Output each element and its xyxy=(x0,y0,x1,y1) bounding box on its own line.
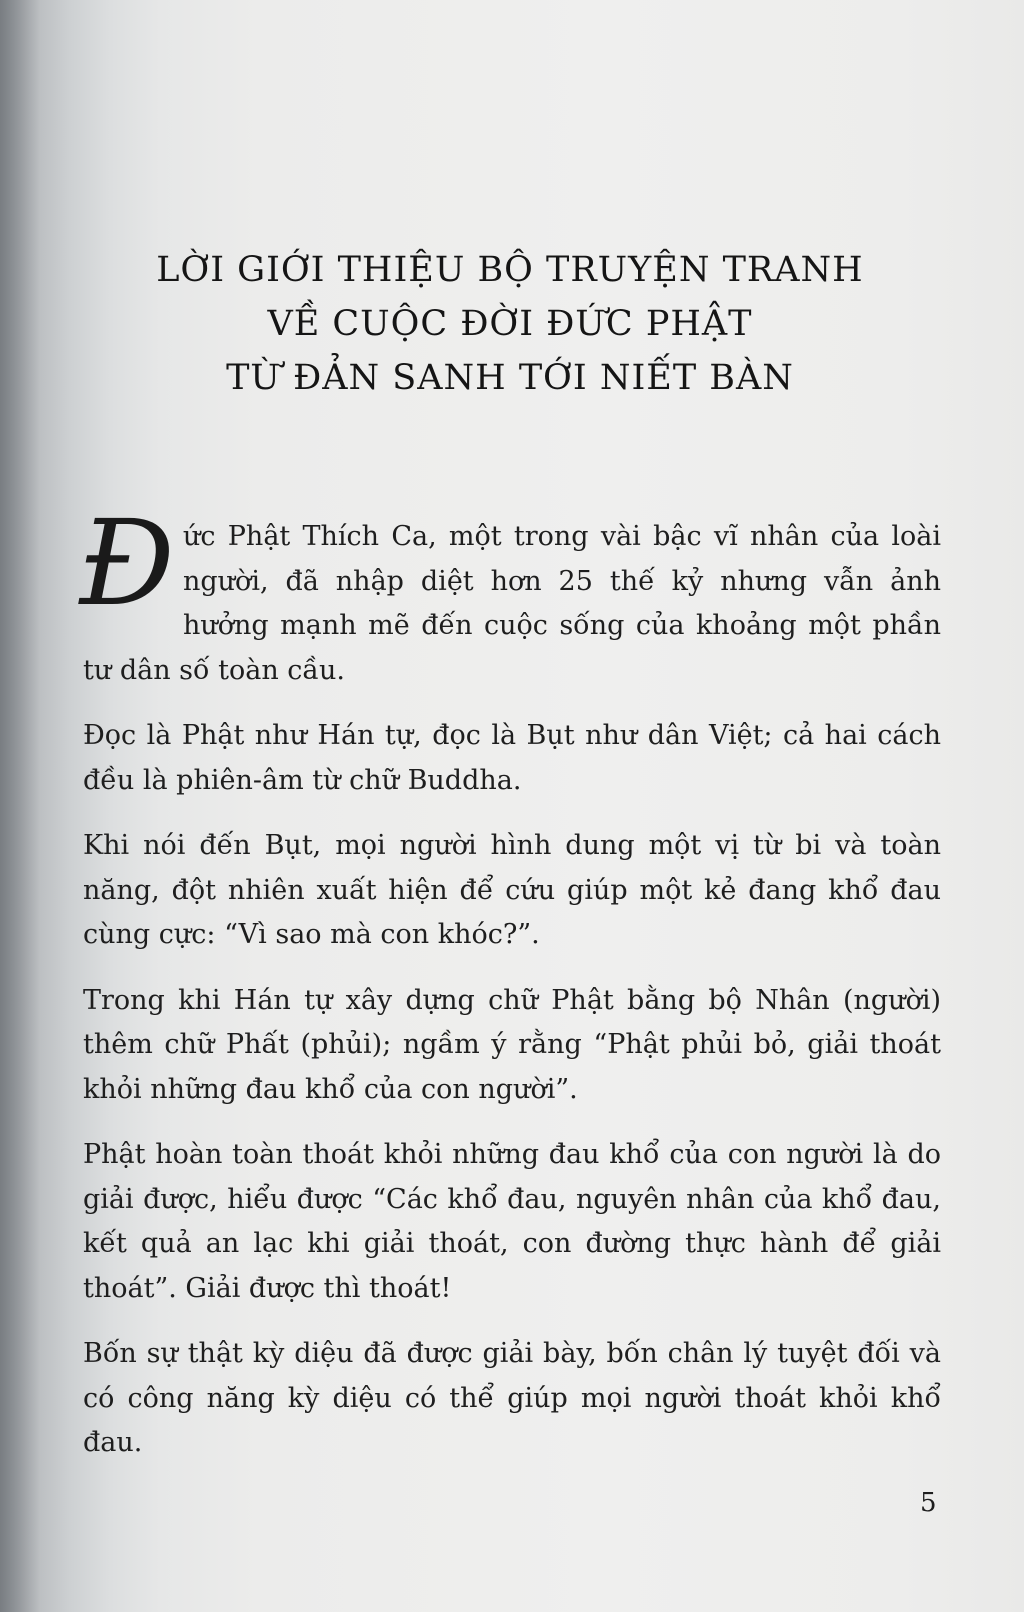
paragraph-3: Khi nói đến Bụt, mọi người hình dung một vị từ bi và toàn năng, đột nhiên xuất hiện để cứu giúp một kẻ đang khổ đau cùng cực: “Vì sao mà con khóc?”. xyxy=(83,830,941,950)
title-line-1: LỜI GIỚI THIỆU BỘ TRUYỆN TRANH xyxy=(156,250,864,290)
body-text xyxy=(79,494,941,1487)
title-line-3: TỪ ĐẢN SANH TỚI NIẾT BÀN xyxy=(226,358,794,398)
paragraph-1-text: ức Phật Thích Ca, một trong vài bậc vĩ nhân của loài người, đã nhập diệt hơn 25 thế kỷ nhưng vẫn ảnh hưởng mạnh mẽ đến cuộc sống của khoảng một phần tư dân số toàn cầu. xyxy=(83,521,941,686)
drop-cap: Đ xyxy=(79,494,175,632)
title-line-2: VỀ CUỘC ĐỜI ĐỨC PHẬT xyxy=(267,304,753,344)
page-title xyxy=(60,243,960,405)
paragraph-5: Phật hoàn toàn thoát khỏi những đau khổ của con người là do giải được, hiểu được “Các khổ đau, nguyên nhân của khổ đau, kết quả an lạc khi giải thoát, con đường thực hành để giải thoát”. Giải được thì thoát! xyxy=(83,1139,941,1304)
spine-shadow xyxy=(0,0,40,1612)
paragraph-4: Trong khi Hán tự xây dựng chữ Phật bằng bộ Nhân (người) thêm chữ Phất (phủi); ngầm ý rằng “Phật phủi bỏ, giải thoát khỏi những đau khổ của con người”. xyxy=(83,984,941,1105)
paragraph-1 xyxy=(79,494,941,693)
paragraph-6: Bốn sự thật kỳ diệu đã được giải bày, bốn chân lý tuyệt đối và có công năng kỳ diệu có thể giúp mọi người thoát khỏi khổ đau. xyxy=(83,1338,941,1458)
paragraph-2: Đọc là Phật như Hán tự, đọc là Bụt như dân Việt; cả hai cách đều là phiên-âm từ chữ Buddha. xyxy=(83,720,941,796)
page-number: 5 xyxy=(920,1488,937,1518)
